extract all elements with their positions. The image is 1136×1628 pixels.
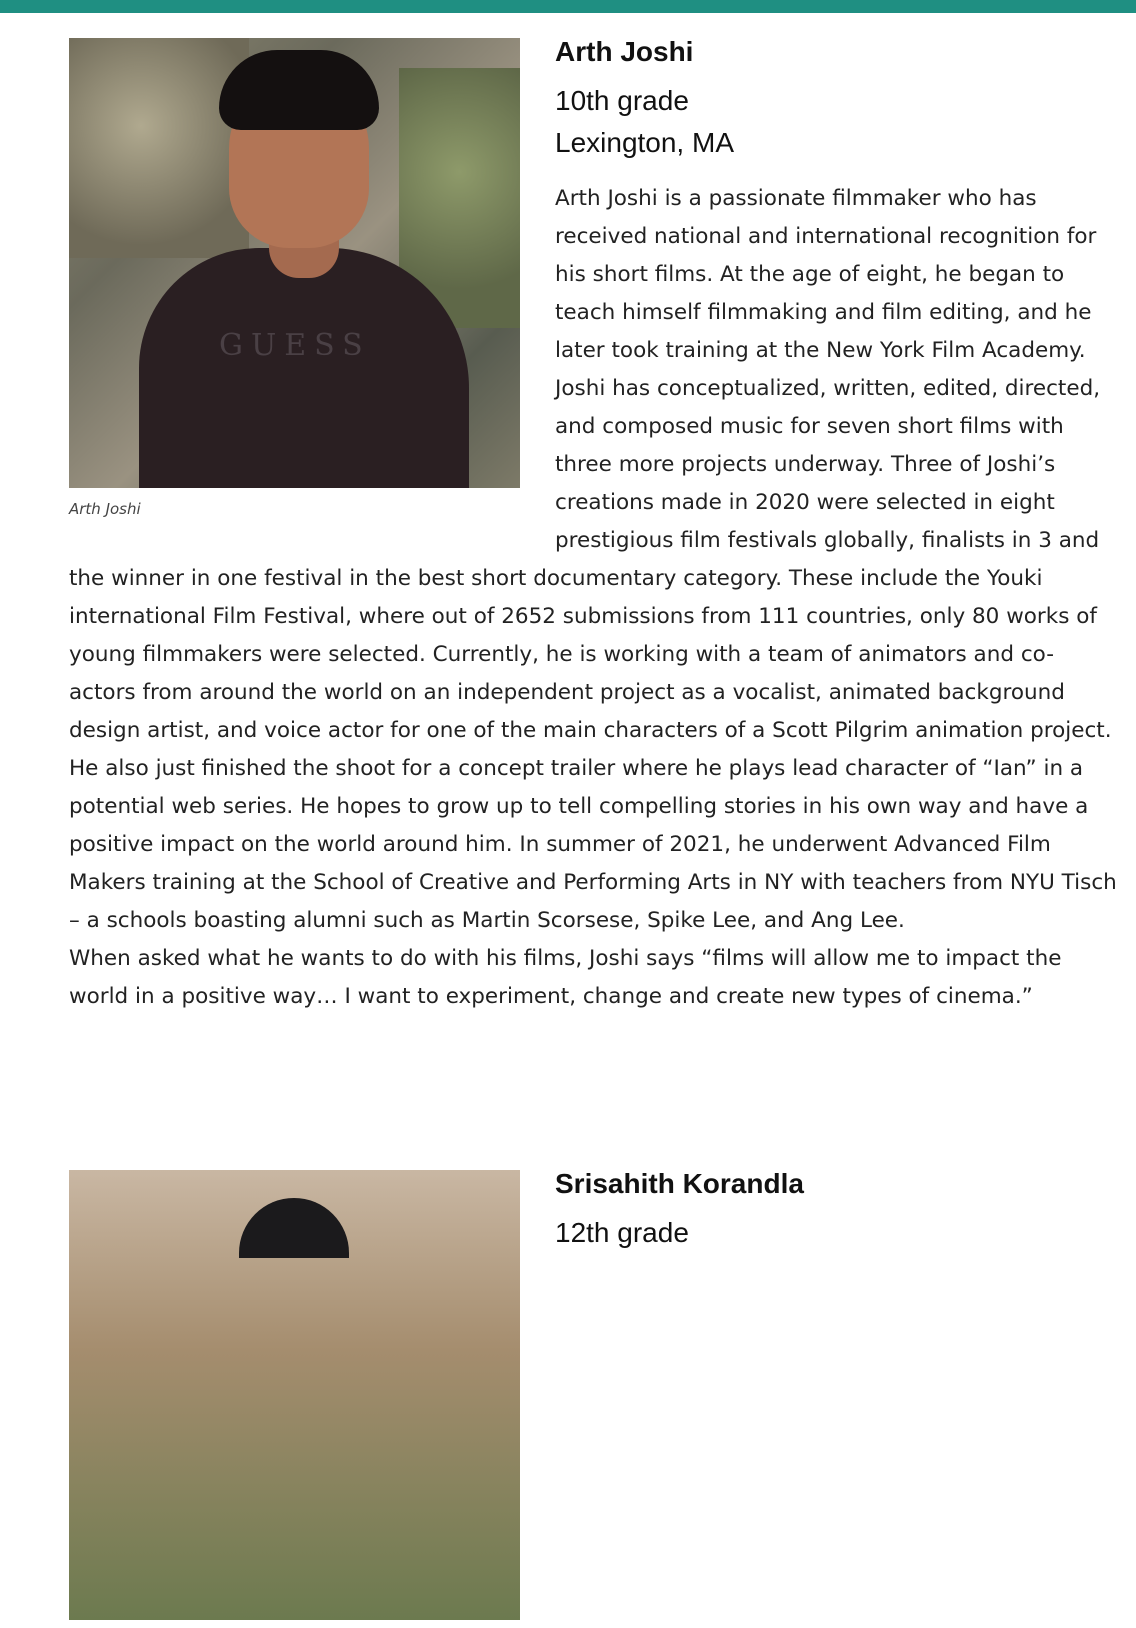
- profile-name: Arth Joshi: [555, 36, 694, 67]
- profile-grade: 12th grade: [555, 1217, 689, 1248]
- bio-paragraph: Arth Joshi is a passionate filmmaker who has received national and international recognition for his short films. At the age of eight, he began to teach himself filmmaking and film editing, and he later took training at the New York Film Academy. Joshi has conceptualized, written, edited, directed, and composed music for seven short films with three more projects underway. Three of Joshi’s creations made in 2020 were selected in eight prestigious film festivals globally, finalists in 3 and the winner in one festival in the best short documentary category. These include the Youki international Film Festival, where out of 2652 submissions from 111 countries, only 80 works of young filmmakers were selected. Currently, he is working with a team of animators and co-actors from around the world on an independent project as a vocalist, animated background design artist, and voice actor for one of the main characters of a Scott Pilgrim animation project. He also just finished the shoot for a concept trailer where he plays lead character of “Ian” in a potential web series. He hopes to grow up to tell compelling stories in his own way and have a positive impact on the world around him. In summer of 2021, he underwent Advanced Film Makers training at the School of Creative and Performing Arts in NY with teachers from NYU Tisch – a schools boasting alumni such as Martin Scorsese, Spike Lee, and Ang Lee.: [69, 186, 1117, 933]
- profile-location: Lexington, MA: [555, 127, 734, 158]
- profile-name: Srisahith Korandla: [555, 1168, 804, 1199]
- profile-photo: [69, 1170, 520, 1620]
- photo-background-rock: [69, 38, 249, 258]
- profile-card: [69, 1170, 1119, 1628]
- profile-photo-figure: [69, 38, 520, 518]
- photo-hair: [219, 50, 379, 130]
- photo-shirt-logo: GUESS: [219, 328, 371, 363]
- top-accent-bar: [0, 0, 1136, 13]
- profile-card: [69, 38, 1119, 1016]
- profile-photo: [69, 38, 520, 488]
- photo-caption: Arth Joshi: [69, 500, 141, 518]
- profile-photo-figure: [69, 1170, 520, 1620]
- profile-grade: 10th grade: [555, 85, 689, 116]
- photo-hair: [239, 1198, 349, 1258]
- bio-paragraph: When asked what he wants to do with his films, Joshi says “films will allow me to impact the world in a positive way… I want to experiment, change and create new types of cinema.”: [69, 946, 1062, 1009]
- photo-shirt: [139, 248, 469, 488]
